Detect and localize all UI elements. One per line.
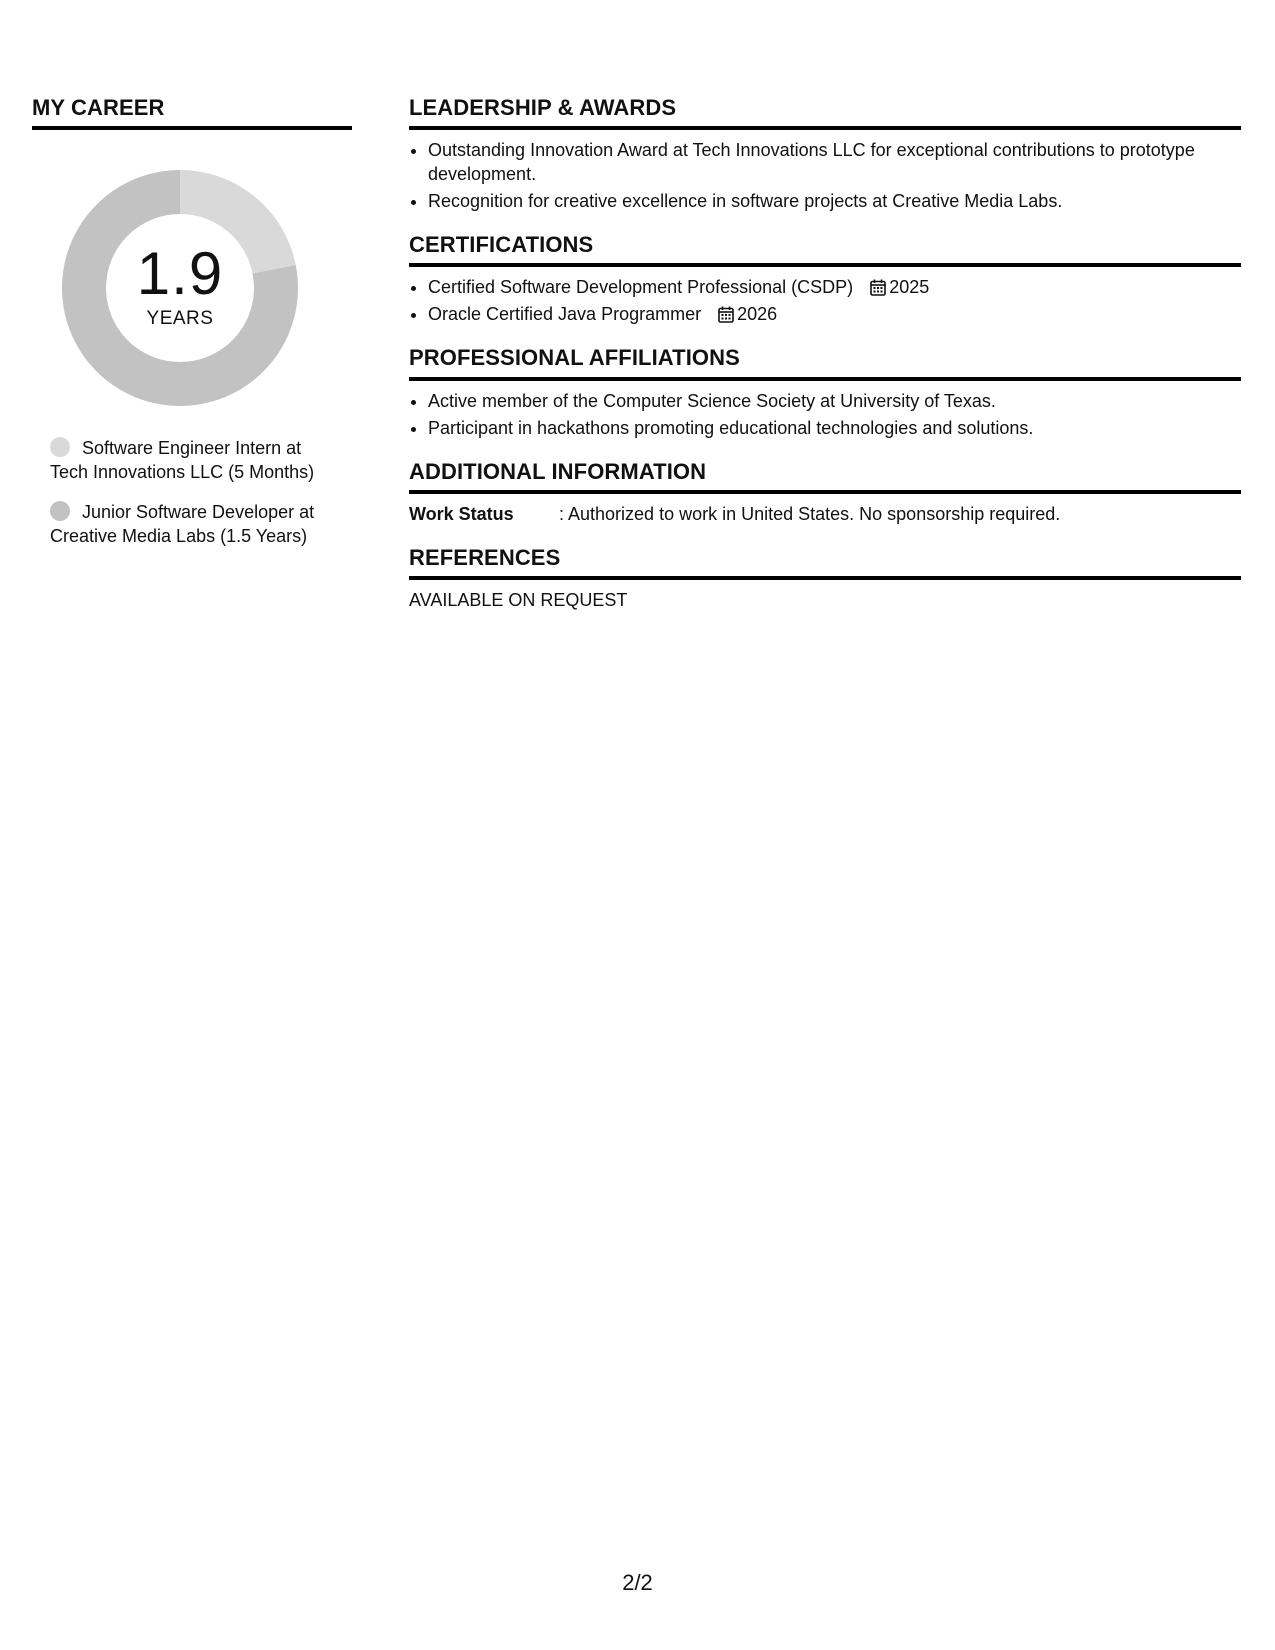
list-item: • Participant in hackathons promoting educational technologies and solutions.: [428, 416, 1241, 440]
certification-year: 2026: [737, 304, 778, 325]
work-status-label: Work Status: [409, 503, 514, 524]
legend-item: [50, 436, 338, 484]
donut-center: [56, 164, 304, 412]
references-title: REFERENCES: [409, 546, 1241, 580]
leadership-list: [409, 138, 1241, 213]
career-sidebar: [32, 96, 352, 564]
calendar-icon: [870, 279, 886, 296]
legend-label: Junior Software Developer at Creative Media Labs (1.5 Years): [50, 502, 315, 547]
list-item: [428, 275, 1241, 299]
work-status-value: : Authorized to work in United States. No sponsorship required.: [559, 503, 1061, 524]
certifications-list: [409, 275, 1241, 326]
affiliations-title: PROFESSIONAL AFFILIATIONS: [409, 346, 1241, 380]
legend-dot-icon: [50, 501, 70, 521]
calendar-icon: [718, 306, 734, 323]
list-item: • Outstanding Innovation Award at Tech Innovations LLC for exceptional contributions to prototype development.: [428, 138, 1241, 186]
leadership-title: LEADERSHIP & AWARDS: [409, 96, 1241, 130]
leadership-section: [409, 96, 1241, 213]
certification-year: 2025: [889, 277, 930, 298]
certifications-section: [409, 233, 1241, 326]
main-content: [409, 96, 1241, 632]
certification-name: Oracle Certified Java Programmer: [428, 304, 702, 325]
legend-item: [50, 500, 338, 548]
list-item: • Recognition for creative excellence in software projects at Creative Media Labs.: [428, 189, 1241, 213]
affiliations-section: [409, 346, 1241, 439]
list-item: [428, 302, 1241, 326]
page-number: 2/2: [622, 1570, 653, 1595]
additional-info-section: [409, 460, 1241, 526]
career-total-unit: YEARS: [146, 308, 214, 330]
legend-label: Software Engineer Intern at Tech Innovations LLC (5 Months): [50, 438, 315, 483]
career-legend: [50, 436, 338, 548]
legend-dot-icon: [50, 437, 70, 457]
additional-info-title: ADDITIONAL INFORMATION: [409, 460, 1241, 494]
references-text: AVAILABLE ON REQUEST: [409, 589, 628, 610]
affiliations-list: [409, 389, 1241, 440]
certification-name: Certified Software Development Professional (CSDP): [428, 277, 854, 298]
work-status-row: [409, 502, 1241, 526]
career-donut-chart: [56, 164, 304, 412]
career-total-value: 1.9: [136, 240, 224, 308]
career-title: MY CAREER: [32, 96, 352, 130]
list-item: • Active member of the Computer Science Society at University of Texas.: [428, 389, 1241, 413]
references-section: [409, 546, 1241, 612]
certifications-title: CERTIFICATIONS: [409, 233, 1241, 267]
